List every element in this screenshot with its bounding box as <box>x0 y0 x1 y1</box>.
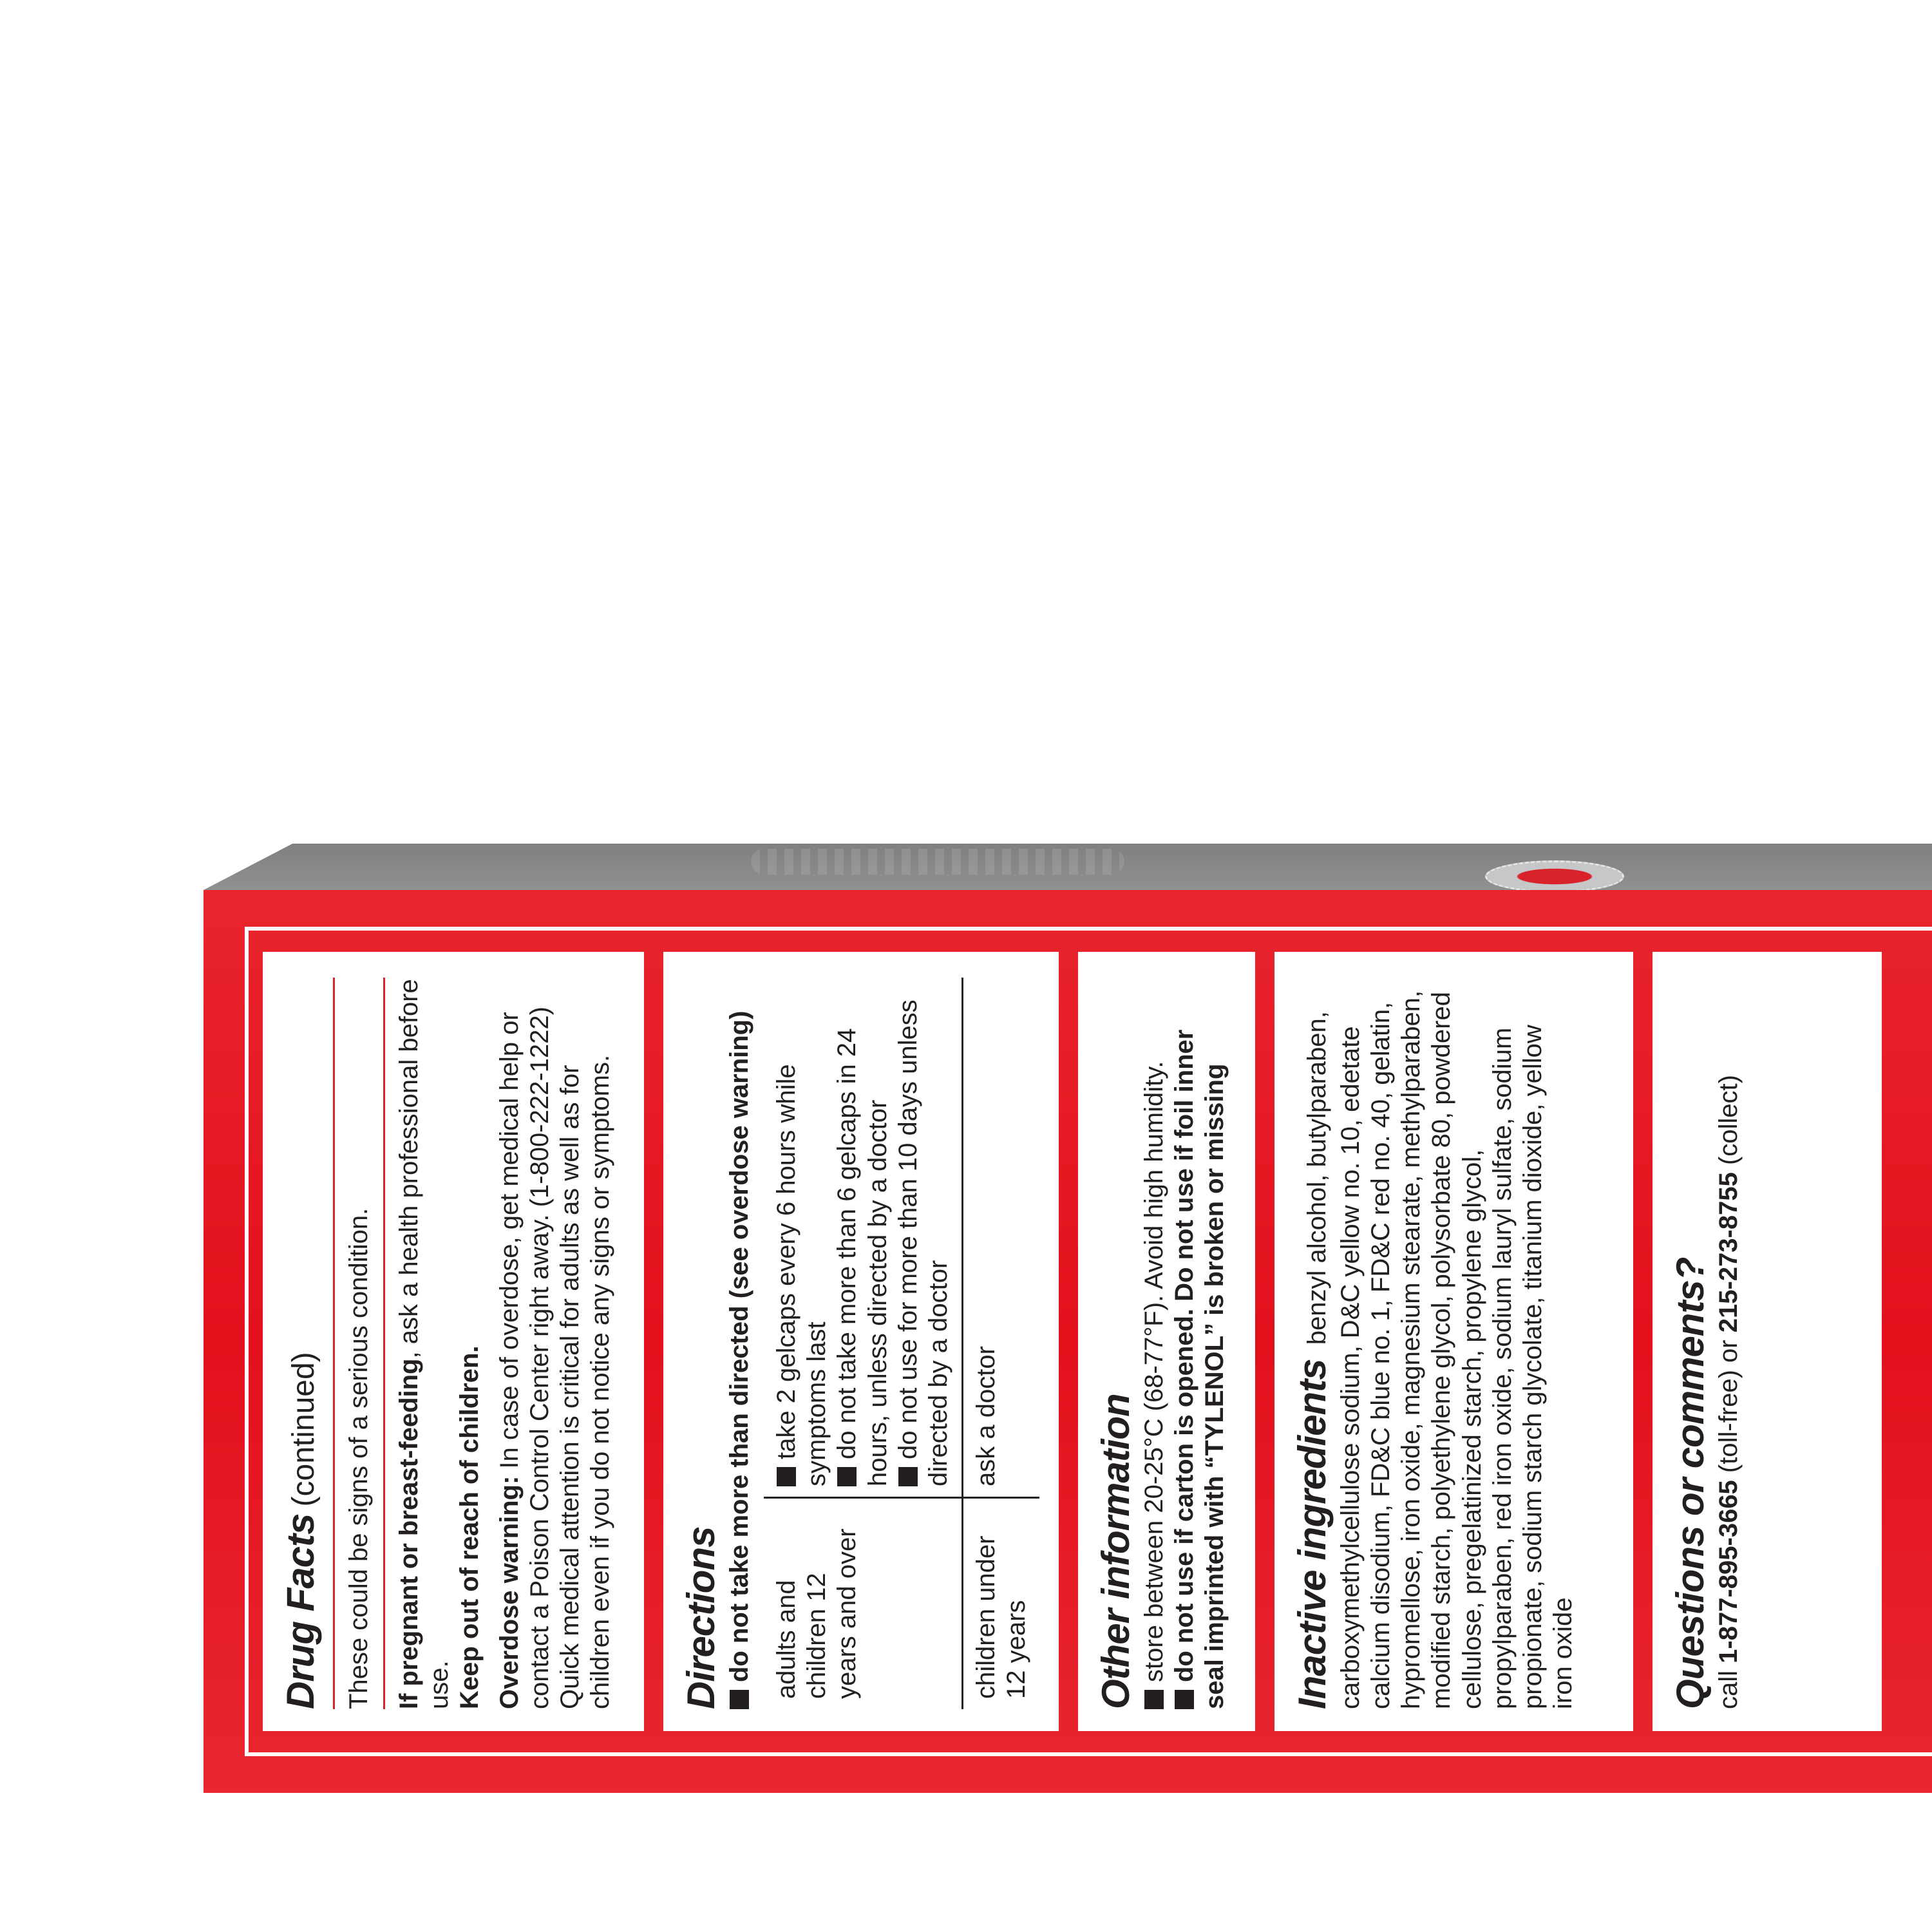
questions-title: Questions or comments? <box>1669 1257 1712 1709</box>
overdose-text: In case of overdose, get medical help or contact a Poison Control Center right away. (1-800-222-1222) Quick medical attention is critical for adults as well as for children even if you do not notice any signs or symptoms. <box>495 1007 615 1709</box>
dosage-item: do not use for more than 10 days unless directed by a doctor <box>893 999 952 1486</box>
pregnant-text: , ask a health professional before use. <box>394 979 454 1709</box>
dosage-item: take 2 gelcaps every 6 hours while symptoms last <box>772 1064 831 1486</box>
tollfree-label: (toll-free) or <box>1714 1332 1743 1481</box>
drug-facts-title: Drug Facts <box>279 1513 322 1709</box>
inactive-ingredients-box <box>1274 952 1633 1731</box>
dosage-item: do not take more than 6 gelcaps in 24 hours, unless directed by a doctor <box>833 1028 892 1486</box>
serious-condition-text: These could be signs of a serious condition. <box>344 1208 373 1709</box>
bullet-icon <box>898 1467 918 1486</box>
storage-text: store between 20-25°C (68-77°F). Avoid high humidity. <box>1139 1061 1168 1682</box>
overdose-heading: Overdose warning: <box>495 1475 524 1709</box>
collect-label: (collect) <box>1714 1075 1743 1173</box>
drug-facts-title-suffix: (continued) <box>287 1352 321 1507</box>
call-text: call <box>1714 1663 1743 1709</box>
phone-tollfree: 1-877-895-3665 <box>1714 1480 1743 1663</box>
bullet-icon <box>837 1467 857 1486</box>
questions-box <box>1653 952 1882 1731</box>
adults-cell: adults and children 12 years and over <box>764 1497 963 1709</box>
children-dosage-cell: ask a doctor <box>972 1346 1001 1486</box>
directions-title: Directions <box>679 1526 723 1709</box>
phone-collect: 215-273-8755 <box>1714 1172 1743 1333</box>
section-rule <box>383 978 385 1709</box>
seal-warning-text: do not use if carton is opened. Do not use if foil inner seal imprinted with “TYLENOL” is broken or missing <box>1170 1029 1229 1709</box>
inactive-ingredients-title: Inactive ingredients <box>1291 1359 1334 1709</box>
bullet-icon <box>1144 1690 1164 1709</box>
inactive-ingredients-list: benzyl alcohol, butylparaben, carboxymethylcellulose sodium, D&C yellow no. 10, edetate calcium disodium, FD&C blue no. 1, FD&C red no. 40, gelatin, hypromellose, iron oxide, magnesium stearate, methylparaben, modified starch, polyethylene glycol, polysorbate 80, powdered cellulose, pregelatinized starch, propylene glycol, propylparaben, red iron oxide, sodium lauryl sulfate, sodium propionate, sodium starch glycolate, titanium dioxide, yellow iron oxide <box>1303 990 1578 1709</box>
carton-side-panel <box>204 890 1932 1793</box>
pregnant-heading: If pregnant or breast-feeding <box>394 1358 423 1709</box>
brand-seal-logo <box>1485 860 1624 893</box>
carton-top-face <box>204 844 1932 890</box>
drug-facts-box <box>263 952 644 1731</box>
keep-out-text: Keep out of reach of children. <box>455 1345 484 1709</box>
embossed-brand-text <box>751 849 1124 875</box>
children-cell: children under 12 years <box>963 1497 1039 1709</box>
directions-box <box>663 952 1059 1731</box>
bullet-icon <box>730 1690 749 1709</box>
section-rule <box>333 978 335 1709</box>
other-information-box <box>1078 952 1255 1731</box>
other-information-title: Other information <box>1094 1394 1137 1709</box>
bullet-icon <box>777 1467 796 1486</box>
directions-warning: do not take more than directed (see overdose warning) <box>724 1010 753 1682</box>
directions-table <box>764 978 1040 1709</box>
adults-dosage-cell <box>764 978 963 1497</box>
bullet-icon <box>1175 1690 1194 1709</box>
